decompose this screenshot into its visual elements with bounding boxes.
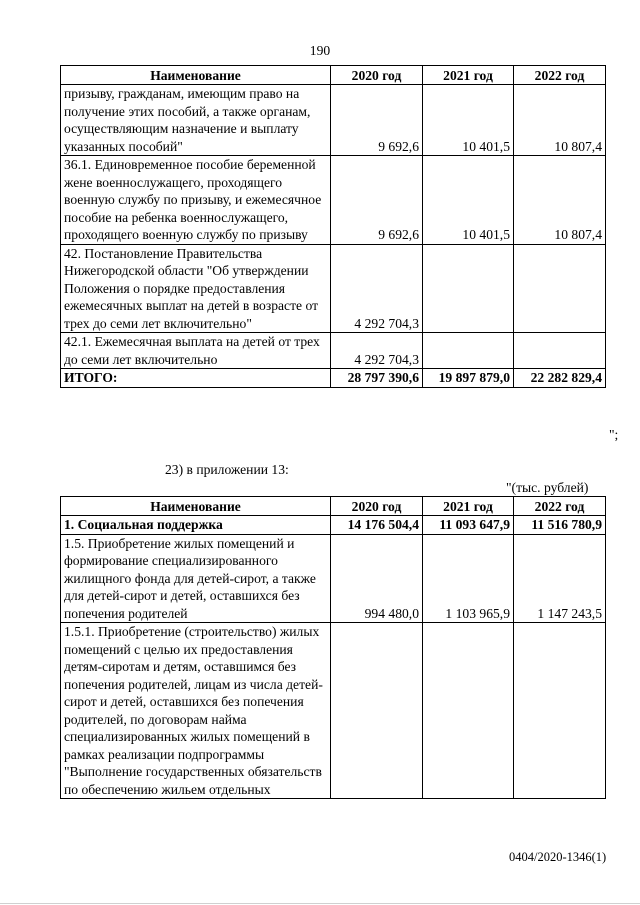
total-row <box>61 369 606 388</box>
value-2022: 10 807,4 <box>514 85 606 156</box>
value-2022: 1 147 243,5 <box>514 534 606 623</box>
value-2021: 11 093 647,9 <box>423 516 514 535</box>
value-2020: 994 480,0 <box>331 534 423 623</box>
table-row <box>61 85 606 156</box>
value-2020: 14 176 504,4 <box>331 516 423 535</box>
table-2-header-row <box>61 497 606 516</box>
section-label: 23) в приложении 13: <box>165 462 289 477</box>
table-row <box>61 516 606 535</box>
column-header-2021: 2021 год <box>423 497 514 516</box>
value-2022: 10 807,4 <box>514 156 606 245</box>
column-header-2021: 2021 год <box>423 66 514 85</box>
column-header-2020: 2020 год <box>331 66 423 85</box>
value-2022 <box>514 333 606 369</box>
value-2021 <box>423 244 514 333</box>
total-2020: 28 797 390,6 <box>331 369 423 388</box>
units-note: "(тыс. рублей) <box>506 480 589 495</box>
table-row <box>61 623 606 799</box>
row-name: 1.5. Приобретение жилых помещений и формирование специализированного жилищного фонда для детей-сирот, а также для детей-сирот и детей, оставшихся без попечения родителей <box>61 534 331 623</box>
total-2021: 19 897 879,0 <box>423 369 514 388</box>
page-edge-divider <box>0 903 640 904</box>
row-name: призыву, гражданам, имеющим право на получение этих пособий, а также органам, осуществляющим назначение и выплату указанных пособий" <box>61 85 331 156</box>
total-2022: 22 282 829,4 <box>514 369 606 388</box>
column-header-2022: 2022 год <box>514 497 606 516</box>
value-2021: 10 401,5 <box>423 156 514 245</box>
row-name: 1. Социальная поддержка <box>61 516 331 535</box>
page-number: 190 <box>309 43 331 58</box>
value-2021 <box>423 333 514 369</box>
value-2020: 9 692,6 <box>331 156 423 245</box>
column-header-name: Наименование <box>61 66 331 85</box>
value-2020: 4 292 704,3 <box>331 244 423 333</box>
value-2022 <box>514 244 606 333</box>
table-2 <box>60 496 606 799</box>
table-row <box>61 333 606 369</box>
value-2020: 4 292 704,3 <box>331 333 423 369</box>
column-header-2020: 2020 год <box>331 497 423 516</box>
value-2021: 1 103 965,9 <box>423 534 514 623</box>
value-2022 <box>514 623 606 799</box>
document-code: 0404/2020-1346(1) <box>509 850 607 864</box>
value-2020 <box>331 623 423 799</box>
closing-quote-mark: "; <box>609 427 619 442</box>
total-label: ИТОГО: <box>61 369 331 388</box>
row-name: 42.1. Ежемесячная выплата на детей от трех до семи лет включительно <box>61 333 331 369</box>
row-name: 36.1. Единовременное пособие беременной жене военнослужащего, проходящего военную службу по призыву, и ежемесячное пособие на ребенка военнослужащего, проходящего военную службу по призыву <box>61 156 331 245</box>
column-header-2022: 2022 год <box>514 66 606 85</box>
table-row <box>61 156 606 245</box>
table-1-header-row <box>61 66 606 85</box>
value-2021: 10 401,5 <box>423 85 514 156</box>
table-row <box>61 244 606 333</box>
table-row <box>61 534 606 623</box>
column-header-name: Наименование <box>61 497 331 516</box>
value-2020: 9 692,6 <box>331 85 423 156</box>
value-2022: 11 516 780,9 <box>514 516 606 535</box>
value-2021 <box>423 623 514 799</box>
row-name: 1.5.1. Приобретение (строительство) жилых помещений с целью их предоставления детям-сиротам и детям, оставшимся без попечения родителей, лицам из числа детей-сирот и детей, оставшихся без попечения родителей, по договорам найма специализированных жилых помещений в рамках реализации подпрограммы "Выполнение государственных обязательств по обеспечению жильем отдельных <box>61 623 331 799</box>
table-1 <box>60 65 606 388</box>
row-name: 42. Постановление Правительства Нижегородской области "Об утверждении Положения о порядке предоставления ежемесячных выплат на детей в возрасте от трех до семи лет включительно" <box>61 244 331 333</box>
